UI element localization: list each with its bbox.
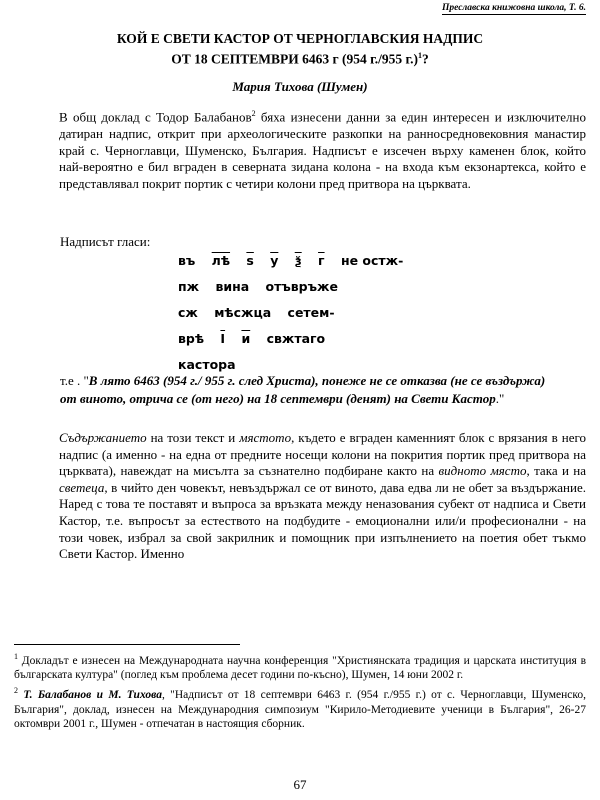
inscription-word: отъвръже [265,279,338,294]
inscription-line-2 [178,274,478,300]
paragraph-intro-start: В общ доклад с Тодор Балабанов [59,109,252,125]
running-head: Преславска книжовна школа, Т. 6. [441,3,586,13]
inscription-intro: Надписът гласи: [60,234,151,249]
footnote-text: , "Надписът от 18 септември 6463 г. (954 г./955 г.) от с. Черноглавци, Шуменско, България", доклад, изнесен на Международния симпозиум "Кирило-Методиевите ученици в България", 26-27 октомври 2001 г., Шумен - отпечатан в настоящия сборник. [14,689,586,730]
text-run: , в чийто ден човекът, невъздържал се от виното, дава едва ли не обет за въздържание. Наред с това те поставят и въпроса за връзката между неназования субект от надписа и Свети Кастор, т.е. въпросът за естеството на подбудите - емоционални или/и професионални - на този човек, избрал за свой закрилник и помощник при изпълнението на поетия обет тъкмо Свети Кастор. Именно [59,479,586,562]
footnotes [14,650,586,733]
emphasis-visible-place: видното място [438,463,527,479]
inscription-numeral: и [241,331,251,346]
translation-prefix: т.е . " [60,373,89,388]
inscription-block [178,248,478,378]
emphasis-saint: светеца [59,479,105,495]
inscription-line-4 [178,326,478,352]
paragraph-intro-rest: бяха изнесени данни за един интересен и изключително датиран надпис, открит при археологическите разкопки на ранносредновековния манастир край с. Черноглавци, Шуменско, България. Надписът е изсечен върху каменен блок, който най-вероятно е бил вграден в северната зидана колона - на входа към екзонартекса, който е представлявал покрит портик с четири колони пред притвора на църквата. [59,109,586,191]
emphasis-place: мястото [239,430,292,445]
title-line-2-end: ? [421,51,429,67]
footnote-number: 2 [14,686,18,696]
inscription-word: не остж- [340,253,404,268]
inscription-numeral: г [318,253,325,268]
inscription-numeral: ѕ [246,253,254,268]
inscription-line-1 [178,248,478,274]
title-line-2 [30,47,570,68]
footnote-authors: Т. Балабанов и М. Тихова [18,689,162,702]
inscription-numeral: Ӏ [220,331,226,346]
inscription-word: пж [178,279,200,294]
inscription-word: мѣсжца [214,305,272,320]
footnote-2 [14,684,586,731]
paragraph-analysis-text [14,430,586,563]
emphasis-content: Съдържанието [59,430,147,445]
title-line-2-main: ОТ 18 СЕПТЕМВРИ 6463 г (954 г./955 г.) [171,51,418,67]
inscription-word: въ [178,253,196,268]
title-footnote-ref: 1 [417,51,422,60]
inscription-word: сж [178,305,198,320]
paragraph-analysis [14,430,586,563]
page-number: 67 [293,777,307,792]
footnote-ref-2: 2 [251,109,256,118]
footnote-number: 1 [14,652,18,661]
inscription-numeral: ѯ [294,253,302,268]
footnote-divider [14,644,240,645]
paragraph-intro [14,106,586,192]
inscription-word: лѣ [211,253,231,268]
translation-quote: В лято 6463 (954 г./ 955 г. след Христа), понеже не се отказва (не се въздържа) от виното, отрича се (от него) на 18 септември (денят) на Свети Кастор [60,373,546,406]
footnote-1 [14,650,586,682]
footnote-text: Докладът е изнесен на Международната научна конференция "Християнската традиция и царската институция в българската култура" (поглед към проблема десет години по-късно), Шумен, 14 юни 2002 г. [14,654,586,682]
author-line: Мария Тихова (Шумен) [232,79,368,94]
text-run: , така и на [526,463,587,479]
title-line-1: КОЙ Е СВЕТИ КАСТОР ОТ ЧЕРНОГЛАВСКИЯ НАДПИС [116,31,484,46]
inscription-word: кастора [178,357,236,372]
translation-suffix: ." [495,391,505,406]
inscription-word: свжтаго [266,331,326,346]
article-title [30,30,570,68]
inscription-word: сетем- [287,305,335,320]
inscription-word: вина [215,279,250,294]
inscription-word: врѣ [178,331,205,346]
paragraph-intro-text [14,106,586,192]
inscription-numeral: у [270,253,279,268]
text-run: , където е вграден каменният блок с врязания в него надпис (а именно - на една от предните носещи колони на покрития портик пред притвора на църквата), навеждат на мисълта за съзнателно подбиране както на [59,430,586,479]
translation [60,372,560,408]
inscription-line-3 [178,300,478,326]
text-run: на този текст и [146,430,240,445]
